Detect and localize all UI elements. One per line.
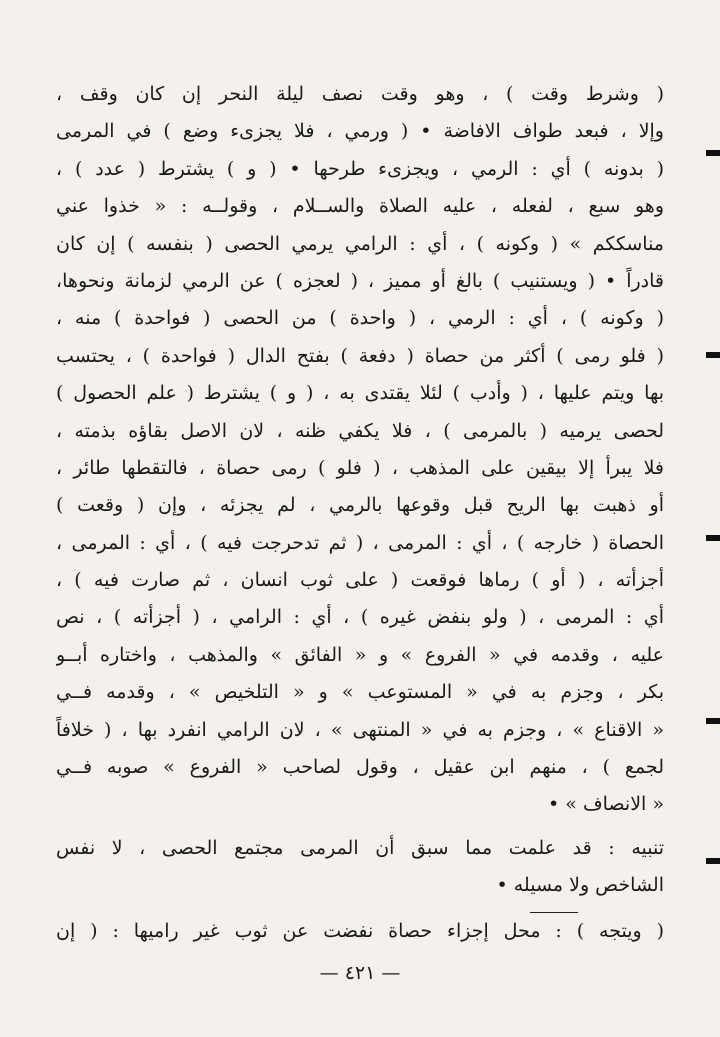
- text-line: وهو سبع ، لفعله ، عليه الصلاة والســلام ، وقولــه : « خذوا عني: [56, 195, 664, 218]
- text-line: « الانصاف » •: [548, 793, 664, 816]
- text-line: فلا يبرأ إلا بيقين على المذهب ، ( فلو ) رمى حصاة ، فالتقطها طائر ،: [56, 456, 664, 479]
- text-line: وإلا ، فبعد طواف الافاضة • ( ورمي ، فلا يجزىء وضع ) في المرمى: [56, 120, 664, 143]
- note-line: الشاخص ولا مسيله •: [496, 874, 664, 897]
- text-line: قادراً • ( ويستنيب ) بالغ أو مميز ، ( لعجزه ) عن الرمي لزمانة ونحوها،: [56, 269, 664, 292]
- text-line: أي : المرمى ، ( ولو بنفض غيره ) ، أي : الرامي ، ( أجزأته ) ، نص: [56, 606, 664, 629]
- edge-mark: [706, 718, 720, 724]
- text-line: مناسككم » ( وكونه ) ، أي : الرامي يرمي الحصى ( بنفسه ) إن كان: [56, 232, 664, 255]
- text-line: ( وكونه ) ، أي : الرمي ، ( واحدة ) من الحصى ( فواحدة ) منه ،: [56, 307, 664, 330]
- footnote-divider: [530, 912, 578, 913]
- page-number: — ٤٢١ —: [319, 962, 401, 984]
- main-text: [56, 76, 664, 905]
- edge-mark: [706, 352, 720, 358]
- text-line: بها ويتم عليها ، ( وأدب ) لئلا يقتدى به ، ( و ) يشترط ( علم الحصول ): [56, 382, 664, 405]
- text-line: ( بدونه ) أي : الرمي ، ويجزىء طرحها • ( و ) يشترط ( عدد ) ،: [56, 157, 664, 180]
- text-line: عليه ، وقدمه في « الفروع » و « الفائق » والمذهب ، واختاره أبــو: [56, 643, 664, 666]
- edge-mark: [706, 150, 720, 156]
- text-line: ( فلو رمى ) أكثر من حصاة ( دفعة ) بفتح الدال ( فواحدة ) ، يحتسب: [56, 344, 664, 367]
- text-line: بكر ، وجزم به في « المستوعب » و « التلخيص » ، وقدمه فــي: [56, 681, 664, 704]
- edge-mark: [706, 858, 720, 864]
- footnote: ( ويتجه ) : محل إجزاء حصاة نفضت عن ثوب غير راميها : ( إن: [56, 920, 664, 942]
- note-line: تنبيه : قد علمت مما سبق أن المرمى مجتمع الحصى ، لا نفس: [56, 836, 664, 859]
- text-line: « الاقناع » ، وجزم به في « المنتهى » ، لان الرامي انفرد بها ، ( خلافاً: [56, 718, 664, 741]
- text-line: ( وشرط وقت ) ، وهو وقت نصف ليلة النحر إن كان وقف ،: [56, 83, 664, 105]
- text-line: لحصى يرميه ( بالمرمى ) ، فلا يكفي ظنه ، لان الاصل بقاؤه بذمته ،: [56, 419, 664, 442]
- text-line: أو ذهبت بها الريح قبل وقوعها بالرمي ، لم يجزئه ، وإن ( وقعت ): [56, 494, 664, 517]
- text-line: لجمع ) ، منهم ابن عقيل ، وقول لصاحب « الفروع » صوبه فــي: [56, 756, 664, 779]
- text-line: أجزأته ، ( أو ) رماها فوقعت ( على ثوب انسان ، ثم صارت فيه ) ،: [56, 569, 664, 592]
- edge-mark: [706, 535, 720, 541]
- text-line: الحصاة ( خارجه ) ، أي : المرمى ، ( ثم تدحرجت فيه ) ، أي : المرمى ،: [56, 531, 664, 554]
